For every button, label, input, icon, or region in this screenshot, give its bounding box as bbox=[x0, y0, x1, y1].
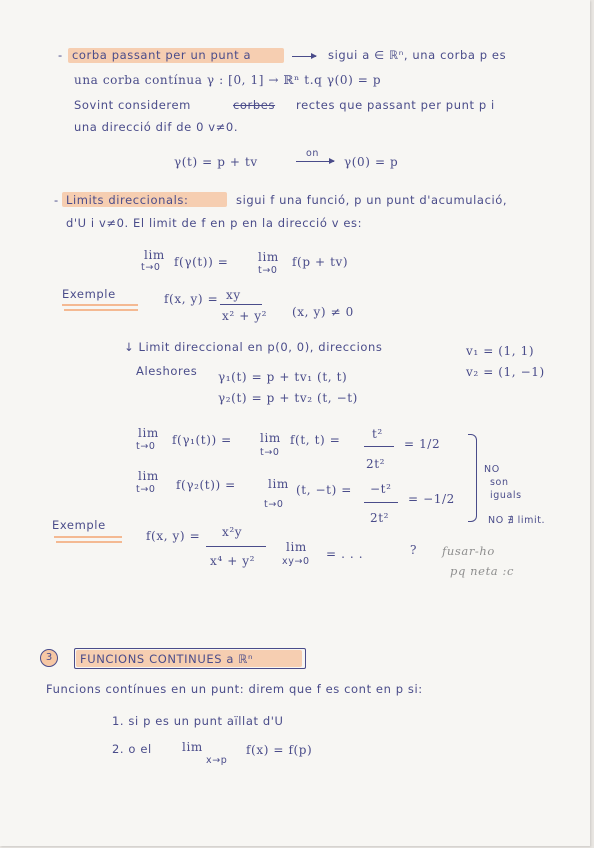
definition-text: rectes que passant per punt p i bbox=[296, 98, 495, 112]
lim-subscript: t→0 bbox=[141, 262, 161, 273]
section-number-circle: 3 bbox=[40, 649, 58, 667]
equation: f(p + tv) bbox=[292, 255, 349, 269]
definition-text: sigui a ∈ ℝⁿ, una corba p es bbox=[328, 48, 507, 62]
fraction-denominator: x⁴ + y² bbox=[210, 554, 256, 568]
arrow-icon bbox=[296, 161, 334, 162]
calc-mid: (t, −t) = bbox=[296, 483, 352, 497]
function-def: f(x, y) = bbox=[164, 292, 219, 306]
example-label: Exemple bbox=[62, 287, 116, 301]
fraction-bar bbox=[364, 502, 398, 503]
label-underline bbox=[56, 541, 122, 543]
lim-subscript: t→0 bbox=[264, 499, 284, 510]
fraction-denominator: x² + y² bbox=[222, 309, 268, 323]
lim-subscript: x→p bbox=[206, 755, 228, 766]
section-title-funcions: FUNCIONS CONTINUES a ℝⁿ bbox=[80, 652, 254, 666]
fraction-numerator: xy bbox=[226, 288, 241, 302]
label-underline bbox=[64, 309, 138, 311]
equation: γ(0) = p bbox=[344, 155, 399, 169]
question-mark: ? bbox=[410, 543, 418, 557]
definition-text: d'U i v≠0. El limit de f en p en la direcció v es: bbox=[66, 216, 363, 230]
pencil-note: fusar-ho bbox=[442, 544, 495, 558]
calc-result: = 1/2 bbox=[404, 437, 441, 451]
lim-subscript: t→0 bbox=[258, 265, 278, 276]
section-title-corba: corba passant per un punt a bbox=[72, 48, 252, 62]
label-underline bbox=[54, 536, 122, 538]
lim-subscript: t→0 bbox=[136, 484, 156, 495]
lim-word: lim bbox=[138, 426, 159, 440]
equation: γ(t) = p + tv bbox=[174, 155, 258, 169]
function-def: f(x, y) = bbox=[146, 529, 201, 543]
fraction-bar bbox=[206, 546, 266, 547]
lim-subscript: t→0 bbox=[136, 441, 156, 452]
definition-text: Sovint considerem bbox=[74, 98, 191, 112]
lim-word: lim bbox=[268, 477, 289, 491]
definition-text: sigui f una funció, p un punt d'acumulació, bbox=[236, 193, 508, 207]
curve-gamma1: γ₁(t) = p + tv₁ (t, t) bbox=[218, 370, 348, 384]
pencil-note: pq neta :c bbox=[450, 564, 515, 578]
lim-subscript: t→0 bbox=[260, 447, 280, 458]
bullet: - bbox=[54, 193, 59, 207]
lim-word: lim bbox=[286, 540, 307, 554]
note: iguals bbox=[490, 490, 522, 501]
arrow-label: on bbox=[306, 148, 320, 159]
calc-result: = −1/2 bbox=[408, 492, 455, 506]
ellipsis: = . . . bbox=[326, 547, 364, 561]
equation: f(γ(t)) = bbox=[174, 255, 229, 269]
arrow-icon bbox=[292, 56, 316, 57]
definition-text: una direcció dif de 0 v≠0. bbox=[74, 120, 239, 134]
calc-mid: f(t, t) = bbox=[290, 433, 341, 447]
lim-word: lim bbox=[260, 431, 281, 445]
calc-left: f(γ₁(t)) = bbox=[172, 433, 232, 447]
fraction-numerator: −t² bbox=[370, 482, 392, 496]
curve-gamma2: γ₂(t) = p + tv₂ (t, −t) bbox=[218, 391, 358, 405]
note: NO bbox=[484, 464, 500, 475]
note: son bbox=[490, 477, 509, 488]
lim-subscript: xy→0 bbox=[282, 556, 310, 567]
definition-text: Funcions contínues en un punt: direm que f es cont en p si: bbox=[46, 682, 423, 696]
fraction-numerator: x²y bbox=[222, 525, 243, 539]
example-text: Aleshores bbox=[136, 364, 198, 378]
lim-word: lim bbox=[182, 740, 203, 754]
limit-expression: f(x) = f(p) bbox=[246, 743, 313, 757]
label-underline bbox=[62, 304, 138, 306]
fraction-denominator: 2t² bbox=[370, 511, 390, 525]
definition-text: una corba contínua γ : [0, 1] → ℝⁿ t.q γ(0) = p bbox=[74, 73, 382, 87]
list-item: 1. si p es un punt aïllat d'U bbox=[112, 714, 284, 728]
struck-word: corbes bbox=[233, 98, 276, 112]
fraction-bar bbox=[364, 446, 394, 447]
calc-left: f(γ₂(t)) = bbox=[176, 478, 236, 492]
lim-word: lim bbox=[138, 469, 159, 483]
direction-v1: v₁ = (1, 1) bbox=[466, 344, 535, 358]
section-title-limits: Limits direccionals: bbox=[66, 193, 189, 207]
lim-word: lim bbox=[258, 250, 279, 264]
brace-icon bbox=[468, 434, 477, 522]
direction-v2: v₂ = (1, −1) bbox=[466, 365, 545, 379]
condition: (x, y) ≠ 0 bbox=[292, 305, 354, 319]
lim-word: lim bbox=[144, 248, 165, 262]
note: NO ∄ limit. bbox=[488, 515, 546, 526]
fraction-bar bbox=[220, 304, 262, 305]
example-text: ↓ Limit direccional en p(0, 0), direccions bbox=[124, 340, 383, 354]
bullet: - bbox=[58, 48, 63, 62]
fraction-denominator: 2t² bbox=[366, 457, 386, 471]
fraction-numerator: t² bbox=[372, 427, 383, 441]
example-label: Exemple bbox=[52, 518, 106, 532]
list-item: 2. o el bbox=[112, 742, 152, 756]
